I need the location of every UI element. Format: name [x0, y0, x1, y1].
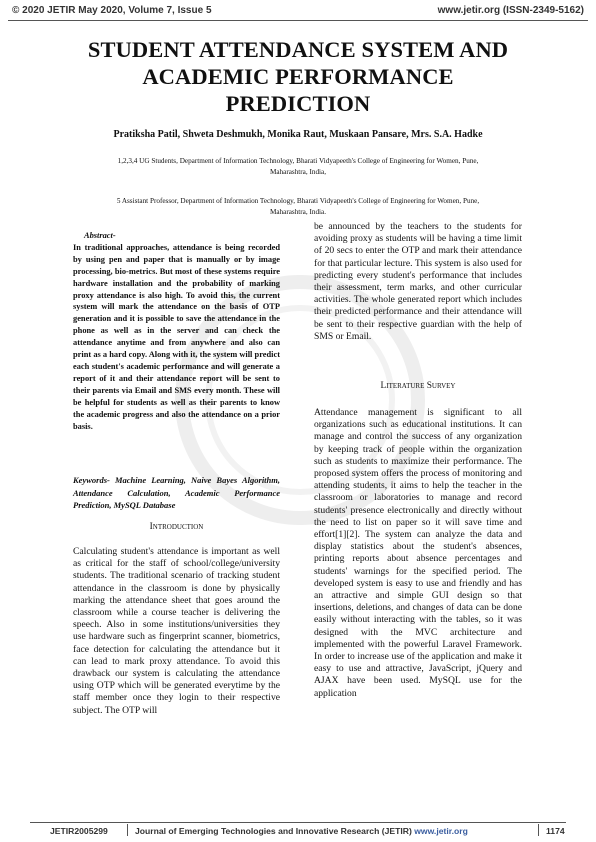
page-header [8, 3, 588, 19]
header-rule [8, 20, 588, 21]
footer-divider [538, 824, 539, 836]
footer-journal-name: Journal of Emerging Technologies and Innovative Research (JETIR) [135, 826, 412, 836]
affiliation-professor [52, 196, 544, 218]
paper-title [40, 36, 556, 117]
affiliation-line: Maharashtra, India. [269, 208, 327, 216]
affiliation-line: Maharashtra, India, [269, 168, 327, 176]
affiliation-line: 1,2,3,4 UG Students, Department of Information Technology, Bharati Vidyapeeth's College of Engineering for Women, Pune, [117, 157, 479, 165]
author-list: Pratiksha Patil, Shweta Deshmukh, Monika Raut, Muskaan Pansare, Mrs. S.A. Hadke [113, 129, 483, 140]
introduction-heading: Introduction [149, 522, 204, 532]
footer-divider [127, 824, 128, 836]
keywords-label: Keywords- [73, 475, 110, 485]
literature-survey-text: Attendance management is significant to all organizations such as educational institutions. It can manage and control the success of any organization by keeping track of people within the organization such as students to maximize their performance. The proposed system offers the process of monitoring and attending students, it aims to help the teacher in the classroom or laboratories to manage and record students' presence electronically and directly without the need to list on paper so it will save time and effort[1][2]. The system can analyze the data and display statistics about the student's absences, printing reports about absence percentages and students' warnings for the specified period. The developed system is easy to use and friendly and has an attractive and simple GUI design so that insertions, deletions, and changes of data can be done easily without interacting with the tables, so it was designed with the MVC architecture and implemented with the powerful Laravel Framework. In order to increase use of the application and make it easy to use and attractive, JavaScript, jQuery and AJAX have been used. MySQL use for the application [314, 407, 522, 699]
title-line: STUDENT ATTENDANCE SYSTEM AND [87, 37, 509, 62]
header-journal-info: © 2020 JETIR May 2020, Volume 7, Issue 5 [12, 5, 212, 16]
footer-journal [135, 826, 468, 836]
page-footer [30, 824, 566, 838]
footer-paper-id: JETIR2005299 [50, 826, 108, 836]
footer-url[interactable]: www.jetir.org [414, 826, 468, 836]
introduction-continued-text: be announced by the teachers to the students for avoiding proxy as students will be having a time limit of 20 secs to enter the OTP and mark their attendance for that particular lecture. This system is also used for predicting every student's performance that includes their assessment, term marks, and other curricular activities. The whole generated report which includes their predicted performance and their attendance will be sent to their respective guardian with the help of SMS or Email. [314, 221, 522, 342]
abstract-label: Abstract- [84, 231, 116, 240]
affiliation-students [52, 156, 544, 178]
introduction-text: Calculating student's attendance is important as well as critical for the staff of school/college/university students. The traditional scenario of tracking student attendance in the classroom is done by physically marking the attendance sheet that goes around the classroom while a course teacher is delivering the speech. Also in some institutions/universities they use hardware such as fingerprint scanner, biometrics, face detection for calculating the attendance but it can lead to mark proxy attendance. To avoid this drawback our system is calculating the attendance using OTP which will be generated everytime by the staff member once they login to their respective subject. The OTP will [73, 546, 280, 716]
keywords-block [73, 474, 280, 512]
abstract-block [73, 230, 280, 432]
footer-page-number: 1174 [546, 826, 565, 836]
affiliation-line: 5 Assistant Professor, Department of Information Technology, Bharati Vidyapeeth's College of Engineering for Women, Pune, [116, 197, 480, 205]
title-line: ACADEMIC PERFORMANCE [142, 64, 454, 89]
title-line: PREDICTION [225, 91, 371, 116]
keywords-text: Machine Learning, Naive Bayes Algorithm, Attendance Calculation, Academic Performance Prediction, MySQL Database [73, 475, 281, 510]
header-issn[interactable]: www.jetir.org (ISSN-2349-5162) [437, 5, 584, 16]
literature-survey-heading: Literature Survey [380, 381, 456, 391]
abstract-text: In traditional approaches, attendance is being recorded by using pen and paper that is manually or by image processing, bio-metrics. But most of these systems require hardware installation and the probability of marking proxy attendance is also high. To avoid this, the current system will mark the attendance on the basis of OTP generation and it is possible to save the attendance in the phone as well as in the server and can check the attendance anytime and from anywhere and also can print as a hard copy. Along with it, the system will predict each student's academic performance and will generate a report of it and their attendance report will be sent to their parents via Email and SMS every month. These will be helpful for students as well as their parents to know the academic progress and also the attendance on a prior basis. [73, 242, 280, 431]
footer-rule [30, 822, 566, 823]
